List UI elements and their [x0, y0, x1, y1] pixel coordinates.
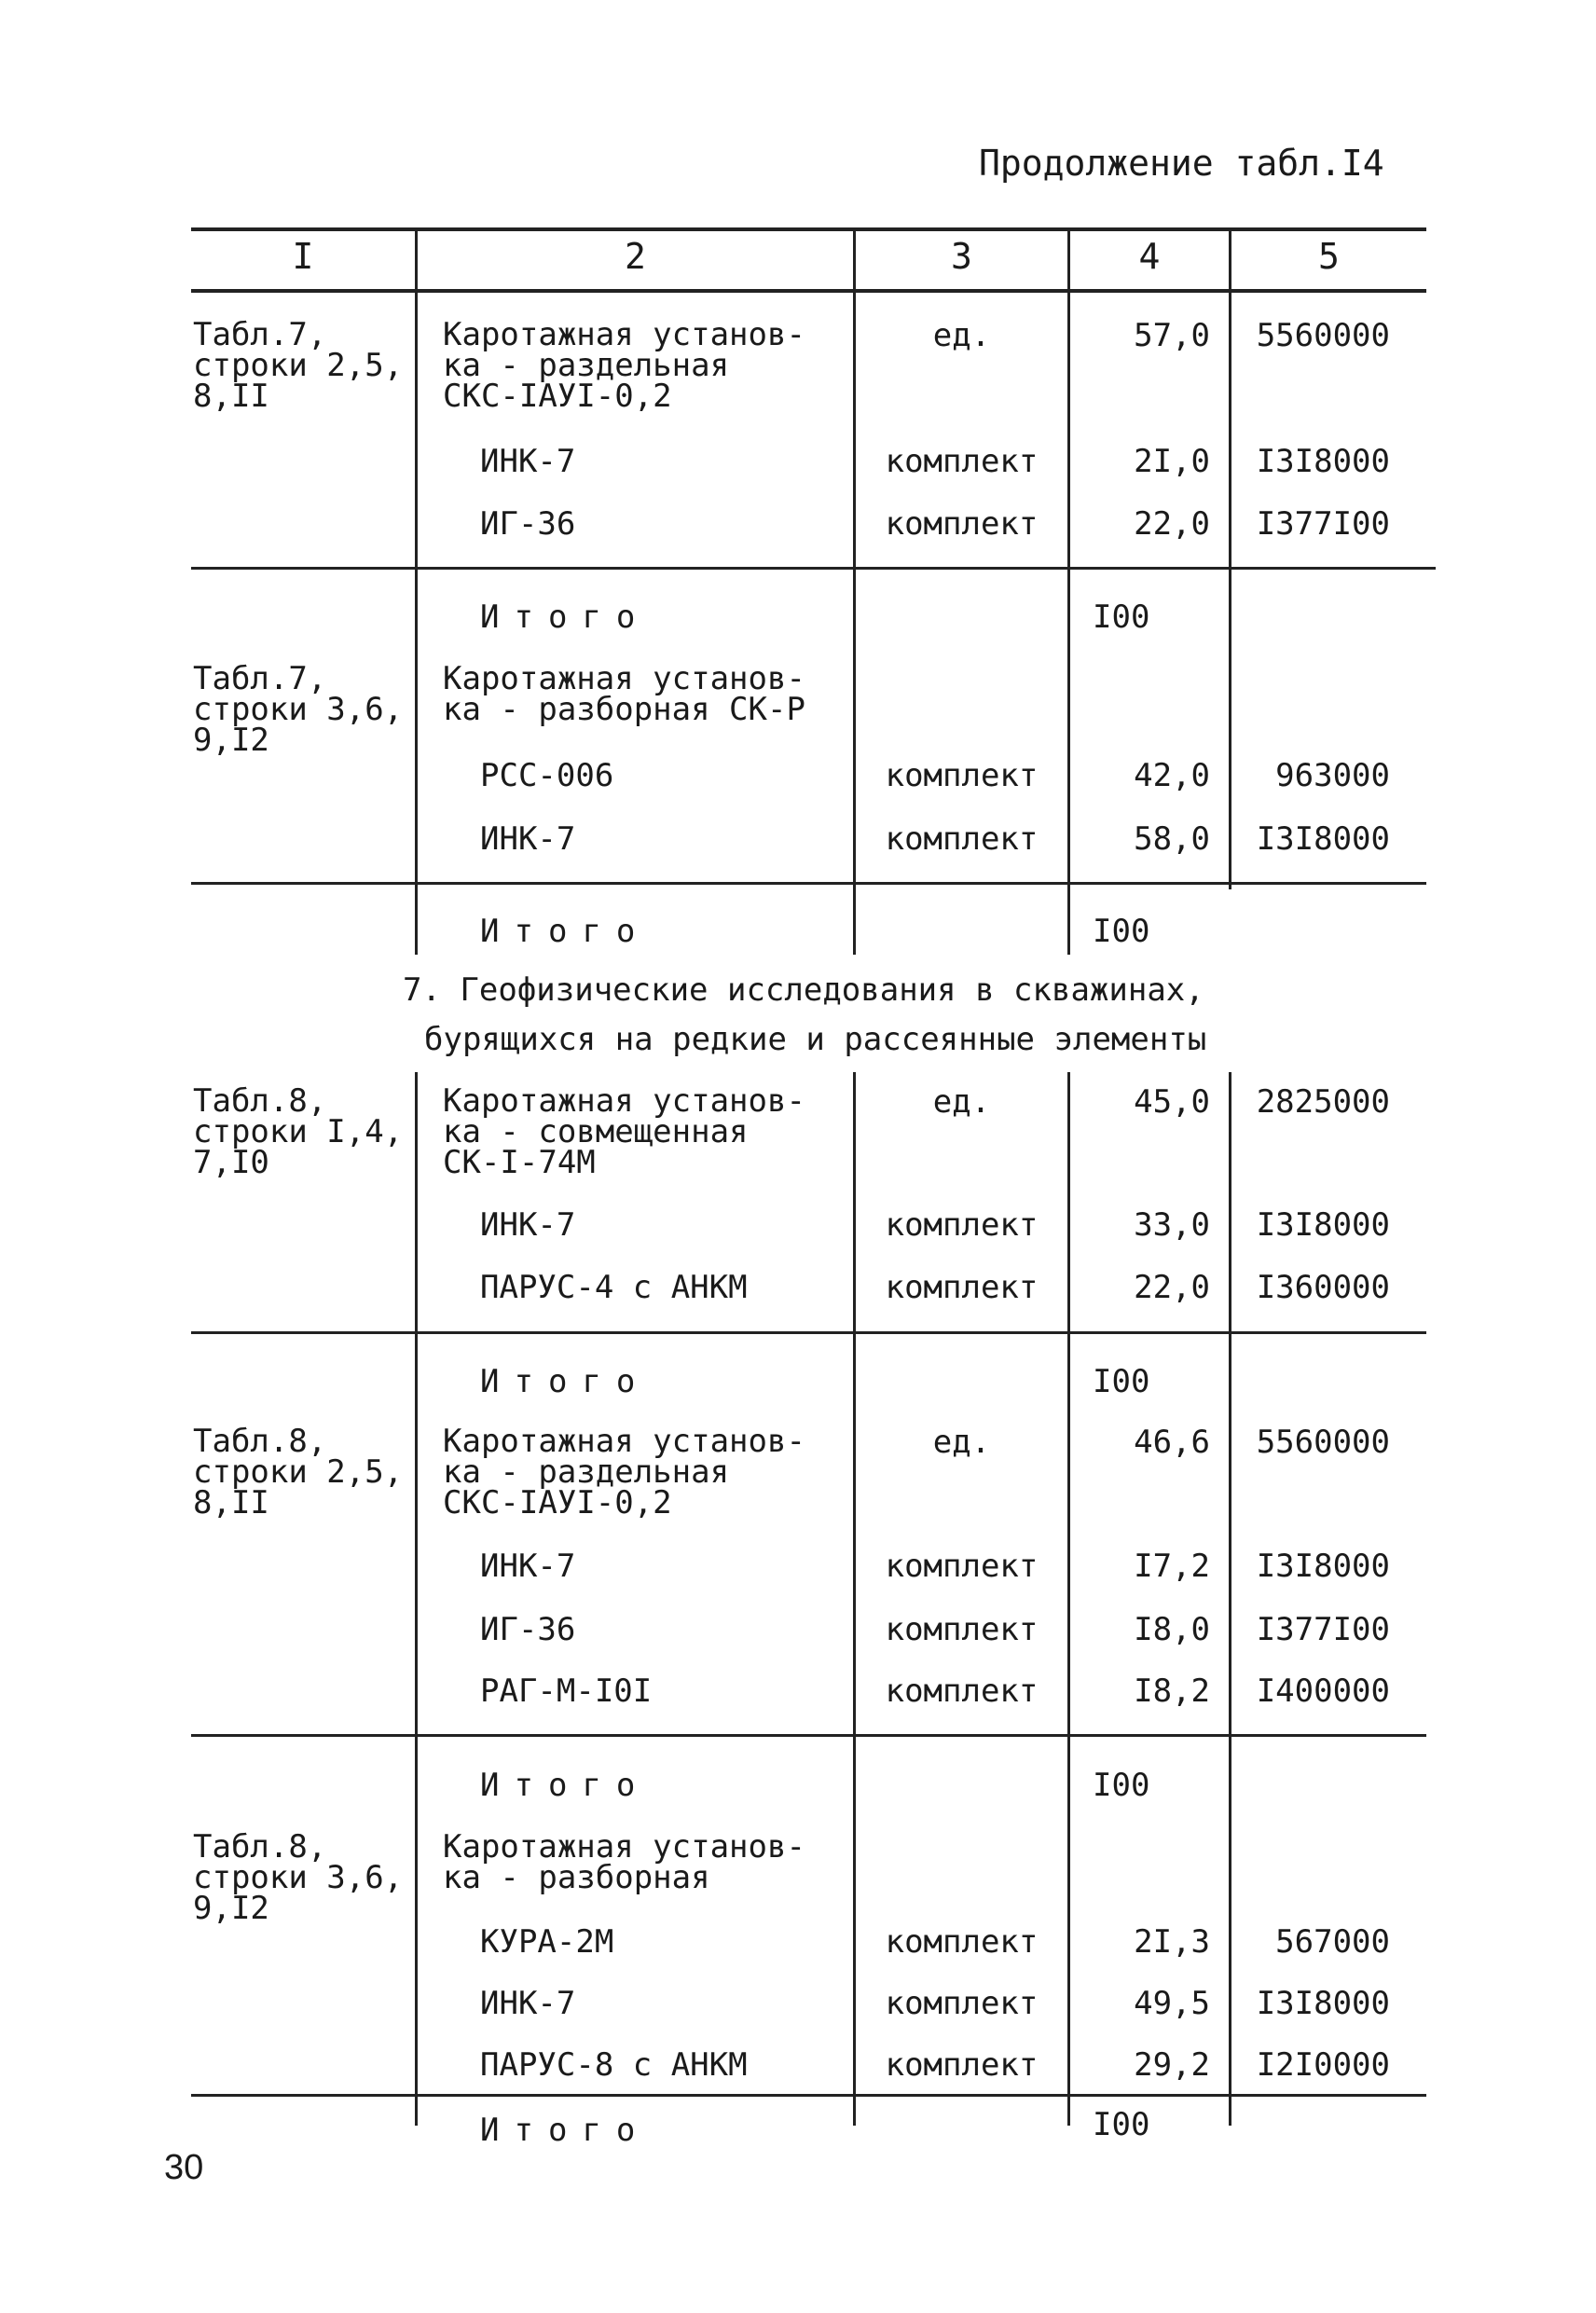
block-1-item-1-name: ИНК-7 — [480, 443, 576, 480]
block-5-total-label: Итого — [480, 2112, 651, 2149]
block-4-value: 46,6 — [1134, 1424, 1210, 1461]
block-4-item-3-value: I8,2 — [1134, 1673, 1210, 1710]
block-4-item-3-unit: комплект — [885, 1673, 1039, 1710]
block-2-name: Каротажная установ- ка - разборная СК-Р — [443, 660, 805, 728]
block-2-item-2-name: ИНК-7 — [480, 820, 576, 858]
block-1-item-1-unit: комплект — [885, 443, 1039, 480]
block-1-value: 57,0 — [1134, 317, 1210, 354]
block-2-item-2-price: I3I8000 — [1256, 820, 1390, 858]
block-4-item-1-unit: комплект — [885, 1548, 1039, 1585]
block-5-item-2-value: 49,5 — [1134, 1985, 1210, 2022]
block-4-unit: ед. — [932, 1424, 991, 1461]
column-header-4: 4 — [1138, 236, 1161, 277]
block-4-ref: Табл.8, строки 2,5, 8,II — [193, 1423, 404, 1521]
block-4-item-1-price: I3I8000 — [1256, 1548, 1390, 1585]
block-5-total-value: I00 — [1093, 2106, 1150, 2143]
col-divider-1-lower — [415, 1072, 418, 2126]
block-5-item-3-value: 29,2 — [1134, 2046, 1210, 2084]
block-3-ref: Табл.8, строки I,4, 7,I0 — [193, 1082, 404, 1181]
block-3-item-1-value: 33,0 — [1134, 1206, 1210, 1244]
table-caption: Продолжение табл.I4 — [979, 143, 1384, 184]
block-1-total-value: I00 — [1093, 599, 1150, 636]
column-header-1: I — [292, 236, 314, 277]
block-4-item-2-value: I8,0 — [1134, 1611, 1210, 1648]
block-4-total-label: Итого — [480, 1767, 651, 1804]
block-3-rule — [191, 1331, 1426, 1334]
block-4-item-2-name: ИГ-36 — [480, 1611, 576, 1648]
column-header-3: 3 — [951, 236, 972, 277]
block-4-item-2-unit: комплект — [885, 1611, 1039, 1648]
col-divider-1-upper — [415, 227, 418, 955]
block-5-item-1-price: 567000 — [1275, 1923, 1390, 1961]
block-1-name: Каротажная установ- ка - раздельная СКС-IАУI-0,2 — [443, 316, 805, 415]
block-5-rule — [191, 2094, 1426, 2097]
block-4-item-1-name: ИНК-7 — [480, 1548, 576, 1585]
block-1-total-label: Итого — [480, 599, 651, 636]
block-2-total-label: Итого — [480, 913, 651, 950]
block-3-name: Каротажная установ- ка - совмещенная СК-I-74М — [443, 1082, 805, 1181]
column-header-2: 2 — [625, 236, 646, 277]
header-top-rule — [191, 227, 1426, 231]
block-5-item-3-unit: комплект — [885, 2046, 1039, 2084]
block-2-item-1-price: 963000 — [1275, 757, 1390, 794]
block-5-name: Каротажная установ- ка - разборная — [443, 1828, 805, 1896]
block-2-rule — [191, 882, 1426, 885]
page-number: 30 — [164, 2148, 204, 2187]
block-1-item-2-unit: комплект — [885, 505, 1039, 543]
block-5-item-1-unit: комплект — [885, 1923, 1039, 1961]
block-4-item-3-price: I400000 — [1256, 1673, 1390, 1710]
block-1-item-1-value: 2I,0 — [1134, 443, 1210, 480]
block-3-item-2-price: I360000 — [1256, 1269, 1390, 1306]
section-title-line-1: 7. Геофизические исследования в скважинах, — [403, 971, 1204, 1009]
block-4-price: 5560000 — [1256, 1424, 1390, 1461]
block-5-item-2-unit: комплект — [885, 1985, 1039, 2022]
block-5-item-2-price: I3I8000 — [1256, 1985, 1390, 2022]
block-3-price: 2825000 — [1256, 1083, 1390, 1121]
block-4-rule — [191, 1734, 1426, 1737]
block-2-item-2-unit: комплект — [885, 820, 1039, 858]
block-1-unit: ед. — [932, 317, 991, 354]
block-5-item-1-value: 2I,3 — [1134, 1923, 1210, 1961]
block-5-ref: Табл.8, строки 3,6, 9,I2 — [193, 1828, 404, 1927]
block-1-rule — [191, 567, 1436, 570]
block-1-item-2-name: ИГ-36 — [480, 505, 576, 543]
block-3-item-1-price: I3I8000 — [1256, 1206, 1390, 1244]
block-3-unit: ед. — [932, 1083, 991, 1121]
block-2-item-2-value: 58,0 — [1134, 820, 1210, 858]
block-3-item-2-name: ПАРУС-4 с АНКМ — [480, 1269, 748, 1306]
block-4-item-2-price: I377I00 — [1256, 1611, 1390, 1648]
block-1-item-2-value: 22,0 — [1134, 505, 1210, 543]
block-2-item-1-name: РСС-006 — [480, 757, 614, 794]
block-5-item-1-name: КУРА-2М — [480, 1923, 614, 1961]
block-1-item-1-price: I3I8000 — [1256, 443, 1390, 480]
block-2-item-1-value: 42,0 — [1134, 757, 1210, 794]
block-4-item-3-name: РАГ-М-I0I — [480, 1673, 653, 1710]
block-3-total-label: Итого — [480, 1363, 651, 1400]
block-3-total-value: I00 — [1093, 1363, 1150, 1400]
block-1-price: 5560000 — [1256, 317, 1390, 354]
block-4-name: Каротажная установ- ка - раздельная СКС-IАУI-0,2 — [443, 1423, 805, 1521]
block-2-ref: Табл.7, строки 3,6, 9,I2 — [193, 660, 404, 759]
header-bottom-rule — [191, 289, 1426, 293]
block-5-item-2-name: ИНК-7 — [480, 1985, 576, 2022]
block-4-item-1-value: I7,2 — [1134, 1548, 1210, 1585]
block-5-item-3-name: ПАРУС-8 с АНКМ — [480, 2046, 748, 2084]
column-header-5: 5 — [1318, 236, 1340, 277]
block-2-item-1-unit: комплект — [885, 757, 1039, 794]
block-3-item-1-name: ИНК-7 — [480, 1206, 576, 1244]
section-title-line-2: бурящихся на редкие и рассеянные элементы — [424, 1021, 1207, 1058]
block-4-total-value: I00 — [1093, 1767, 1150, 1804]
block-3-value: 45,0 — [1134, 1083, 1210, 1121]
block-2-total-value: I00 — [1093, 913, 1150, 950]
block-3-item-1-unit: комплект — [885, 1206, 1039, 1244]
block-1-ref: Табл.7, строки 2,5, 8,II — [193, 316, 404, 415]
block-1-item-2-price: I377I00 — [1256, 505, 1390, 543]
block-5-item-3-price: I2I0000 — [1256, 2046, 1390, 2084]
block-3-item-2-value: 22,0 — [1134, 1269, 1210, 1306]
block-3-item-2-unit: комплект — [885, 1269, 1039, 1306]
